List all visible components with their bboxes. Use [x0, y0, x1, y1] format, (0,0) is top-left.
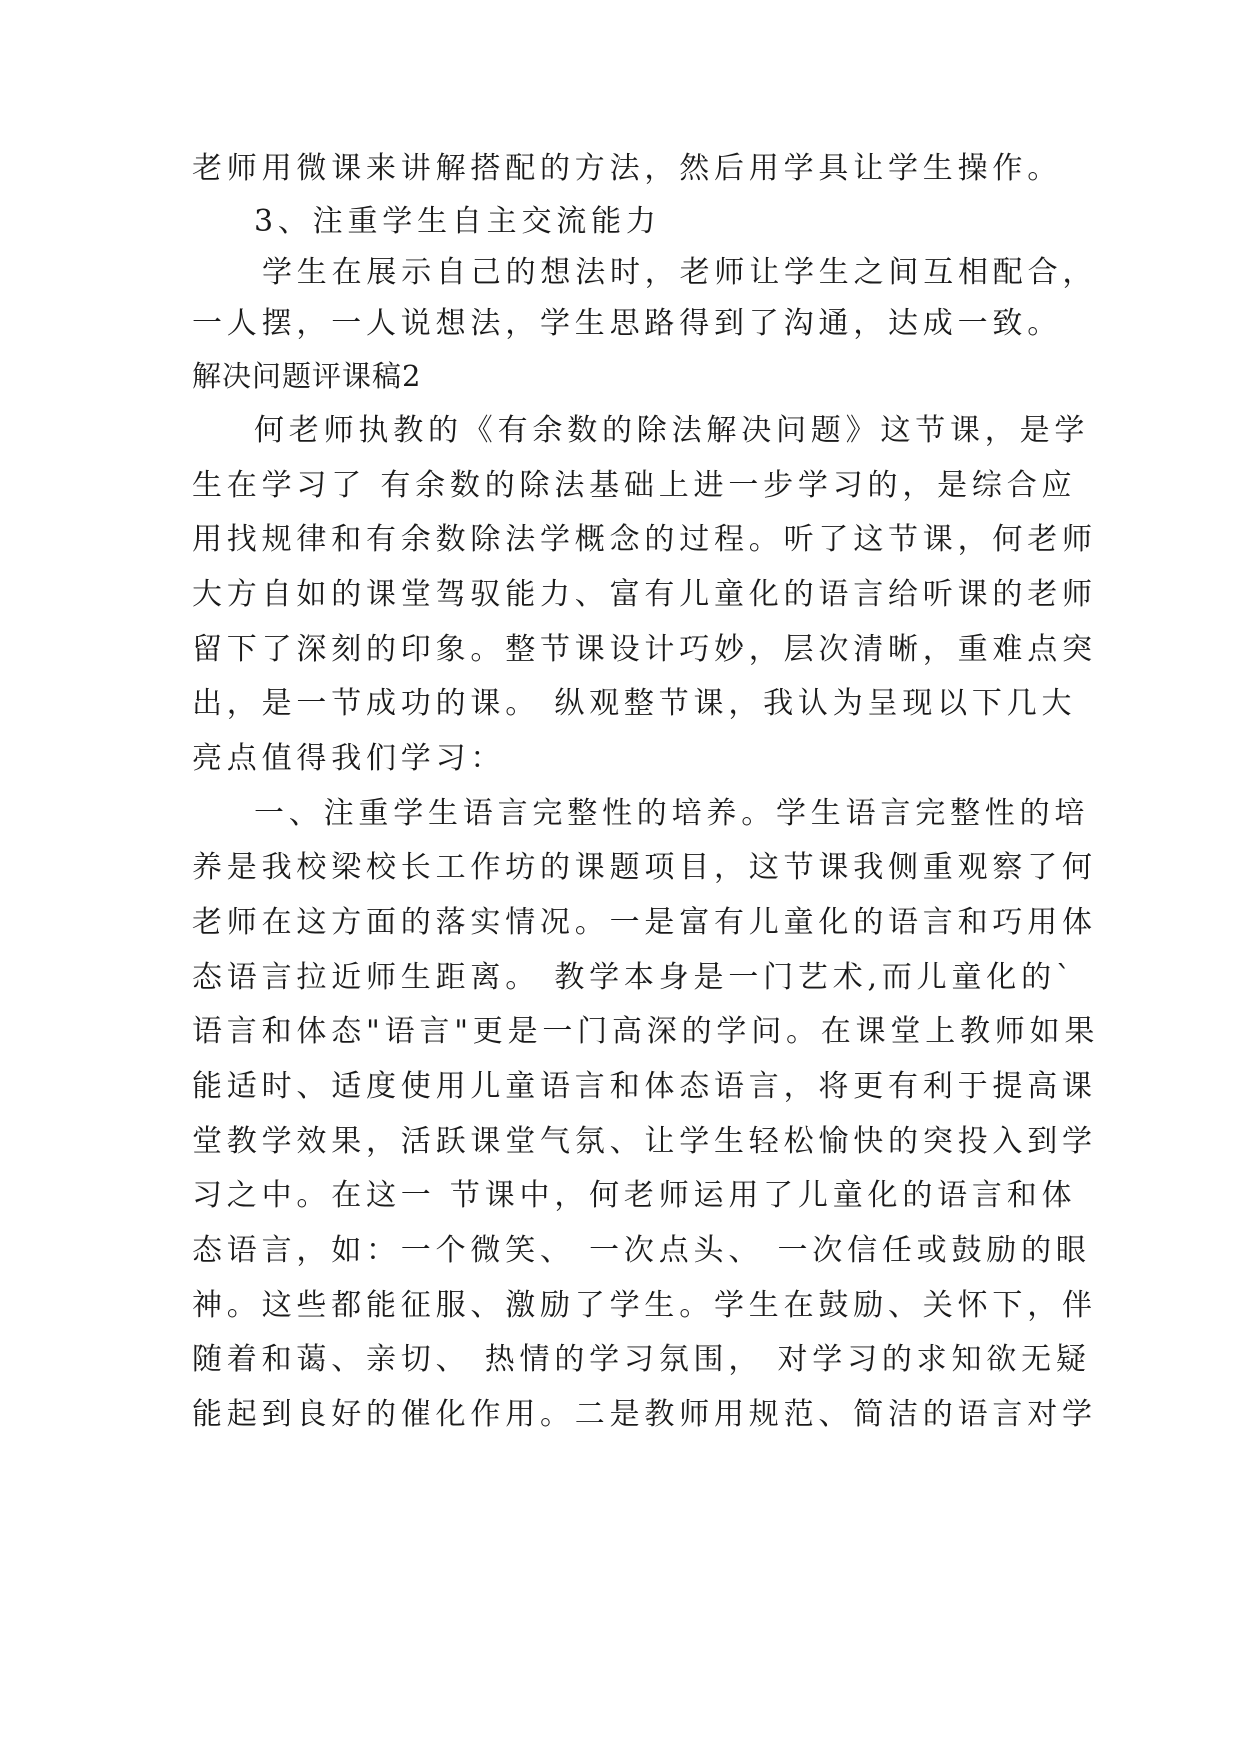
- text-line: 留下了深刻的印象。整节课设计巧妙，层次清晰，重难点突: [192, 632, 1097, 667]
- text-line: 学生在展示自己的想法时，老师让学生之间互相配合，: [262, 255, 1098, 290]
- text-line: 态语言，如：一个微笑、 一次点头、 一次信任或鼓励的眼: [192, 1233, 1091, 1268]
- text-line: 老师用微课来讲解搭配的方法，然后用学具让学生操作。: [192, 151, 1062, 186]
- text-line: 老师在这方面的落实情况。一是富有儿童化的语言和巧用体: [192, 905, 1097, 940]
- text-line: 一、注重学生语言完整性的培养。学生语言完整性的培: [254, 796, 1090, 831]
- text-line: 一人摆，一人说想法，学生思路得到了沟通，达成一致。: [192, 306, 1062, 341]
- text-line: 堂教学效果，活跃课堂气氛、让学生轻松愉快的突投入到学: [192, 1124, 1097, 1159]
- text-line: 大方自如的课堂驾驭能力、富有儿童化的语言给听课的老师: [192, 577, 1097, 612]
- text-line: 习之中。在这一 节课中，何老师运用了儿童化的语言和体: [192, 1178, 1077, 1213]
- text-line: 养是我校梁校长工作坊的课题项目，这节课我侧重观察了何: [192, 850, 1097, 885]
- text-line: 态语言拉近师生距离。 教学本身是一门艺术,而儿童化的`: [192, 960, 1076, 995]
- section-heading: 3、注重学生自主交流能力: [254, 204, 661, 239]
- text-line: 随着和蔼、亲切、 热情的学习氛围， 对学习的求知欲无疑: [192, 1342, 1091, 1377]
- text-line: 用找规律和有余数除法学概念的过程。听了这节课，何老师: [192, 522, 1097, 557]
- text-line: 神。这些都能征服、激励了学生。学生在鼓励、关怀下，伴: [192, 1288, 1097, 1323]
- text-line: 出，是一节成功的课。 纵观整节课，我认为呈现以下几大: [192, 686, 1077, 721]
- text-line: 亮点值得我们学习：: [192, 741, 506, 776]
- text-line: 语言和体态"语言"更是一门高深的学问。在课堂上教师如果: [192, 1014, 1100, 1049]
- text-line: 能起到良好的催化作用。二是教师用规范、简洁的语言对学: [192, 1397, 1097, 1432]
- text-line: 生在学习了 有余数的除法基础上进一步学习的，是综合应: [192, 468, 1077, 503]
- text-line: 何老师执教的《有余数的除法解决问题》这节课，是学: [254, 413, 1090, 448]
- article-title: 解决问题评课稿2: [192, 359, 422, 393]
- text-line: 能适时、适度使用儿童语言和体态语言，将更有利于提高课: [192, 1069, 1097, 1104]
